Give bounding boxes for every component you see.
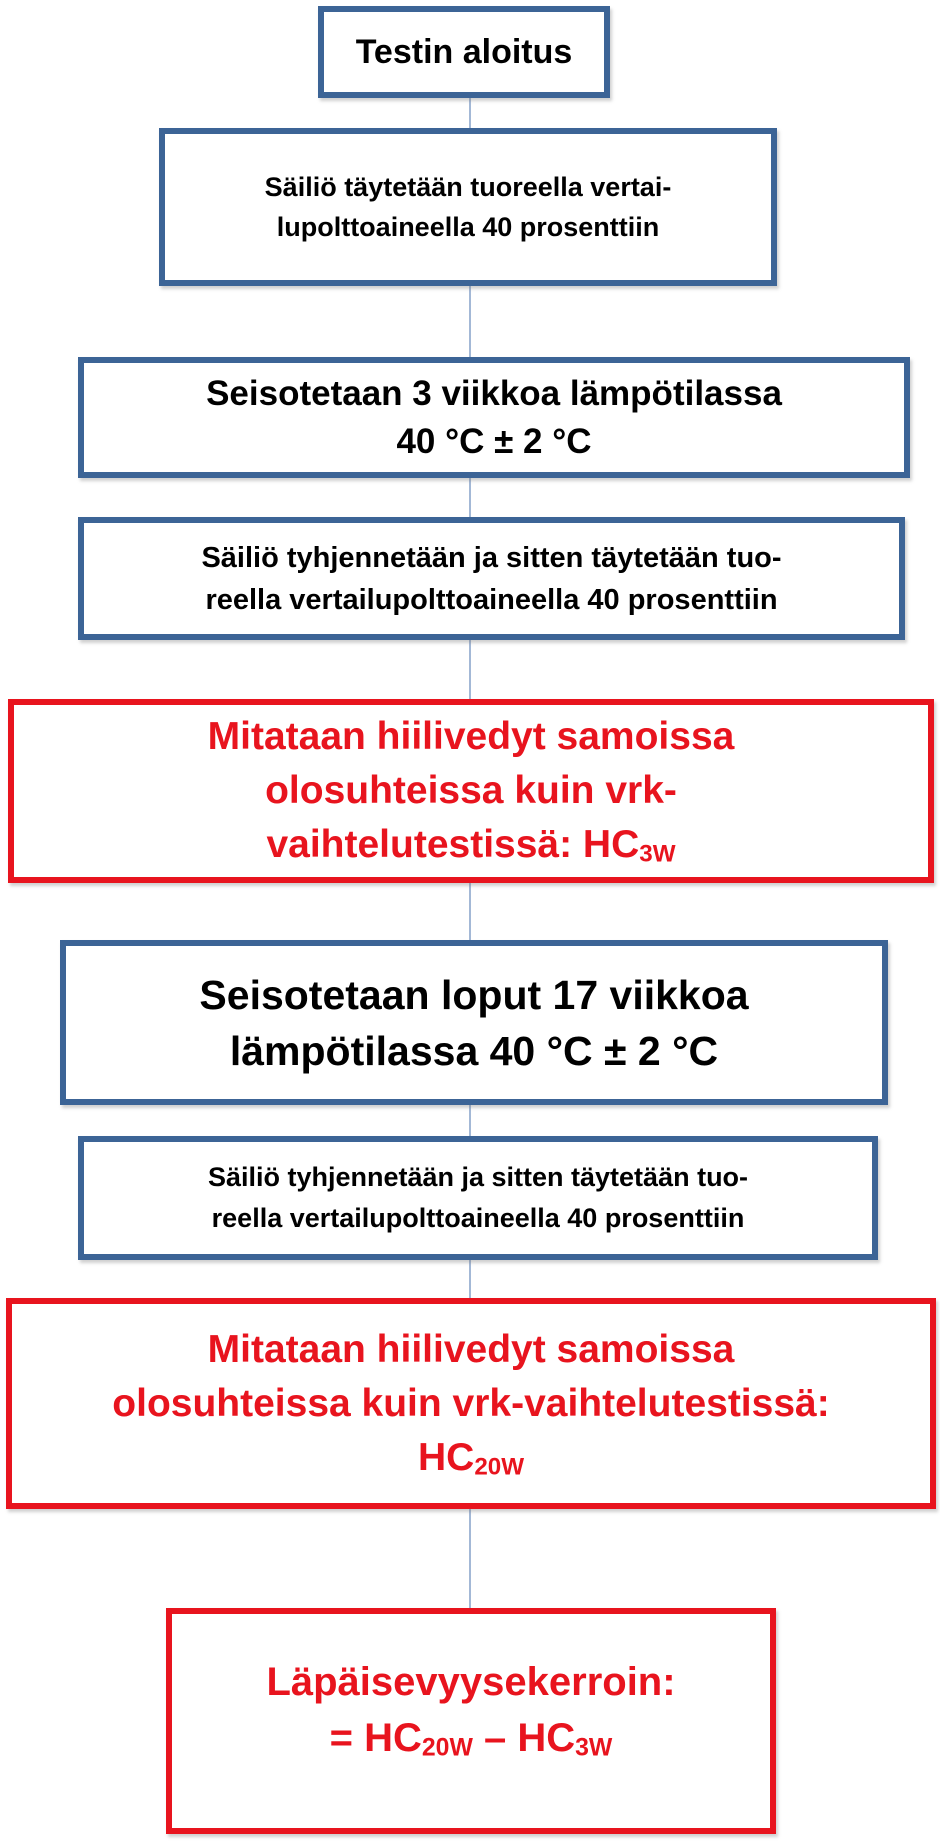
result-title: Läpäisevyysekerroin: <box>266 1660 676 1704</box>
step-result <box>166 1608 776 1834</box>
result-formula-a-prefix: = HC <box>329 1716 422 1760</box>
result-hc-3w-subscript: 3W <box>575 1734 613 1762</box>
step-soak-17w-line-1: Seisotetaan loput 17 viikkoa <box>199 971 749 1018</box>
step-measure-3w-line-1: Mitataan hiilivedyt samoissa <box>207 715 735 758</box>
step-measure-20w-line-1: Mitataan hiilivedyt samoissa <box>207 1327 735 1371</box>
step-soak-17w <box>60 940 888 1105</box>
step-soak-3w-line-1: Seisotetaan 3 viikkoa lämpötilassa <box>206 373 782 413</box>
step-start <box>318 6 610 98</box>
result-formula-minus: – HC <box>472 1716 576 1760</box>
step-refill-2-line-1: Säiliö tyhjennetään ja sitten täytetään tuo- <box>207 1162 749 1192</box>
step-measure-20w-line-3 <box>418 1431 524 1485</box>
step-fill-line-2: lupolttoaineella 40 prosenttiin <box>276 212 660 242</box>
step-fill <box>159 128 777 286</box>
step-start-text: Testin aloitus <box>355 32 573 71</box>
step-measure-20w-line-2: olosuhteissa kuin vrk-vaihtelutestissä: <box>112 1381 830 1425</box>
result-hc-20w-subscript: 20W <box>421 1734 473 1762</box>
step-fill-line-1: Säiliö täytetään tuoreella vertai- <box>264 172 672 202</box>
step-soak-3w <box>78 357 910 478</box>
step-soak-17w-line-2: lämpötilassa 40 °C ± 2 °C <box>229 1027 719 1074</box>
hc-3w-subscript: 3W <box>639 840 676 868</box>
step-measure-20w <box>6 1298 936 1509</box>
measure-3w-formula-prefix: vaihtelutestissä: HC <box>266 823 640 866</box>
step-measure-3w <box>8 699 934 883</box>
step-refill-1-line-1: Säiliö tyhjennetään ja sitten täytetään tuo- <box>201 541 782 574</box>
step-refill-1-line-2: reella vertailupolttoaineella 40 prosenttiin <box>205 583 778 616</box>
result-formula <box>330 1710 613 1766</box>
step-measure-3w-line-3 <box>266 818 675 872</box>
measure-20w-formula-prefix: HC <box>417 1435 475 1479</box>
step-refill-2-line-2: reella vertailupolttoaineella 40 prosenttiin <box>211 1203 745 1233</box>
step-refill-1 <box>78 517 905 640</box>
hc-20w-subscript: 20W <box>474 1452 525 1480</box>
step-soak-3w-line-2: 40 °C ± 2 °C <box>396 421 592 461</box>
step-refill-2 <box>78 1136 878 1260</box>
step-measure-3w-line-2: olosuhteissa kuin vrk- <box>265 769 677 812</box>
connector-line <box>469 50 471 1790</box>
